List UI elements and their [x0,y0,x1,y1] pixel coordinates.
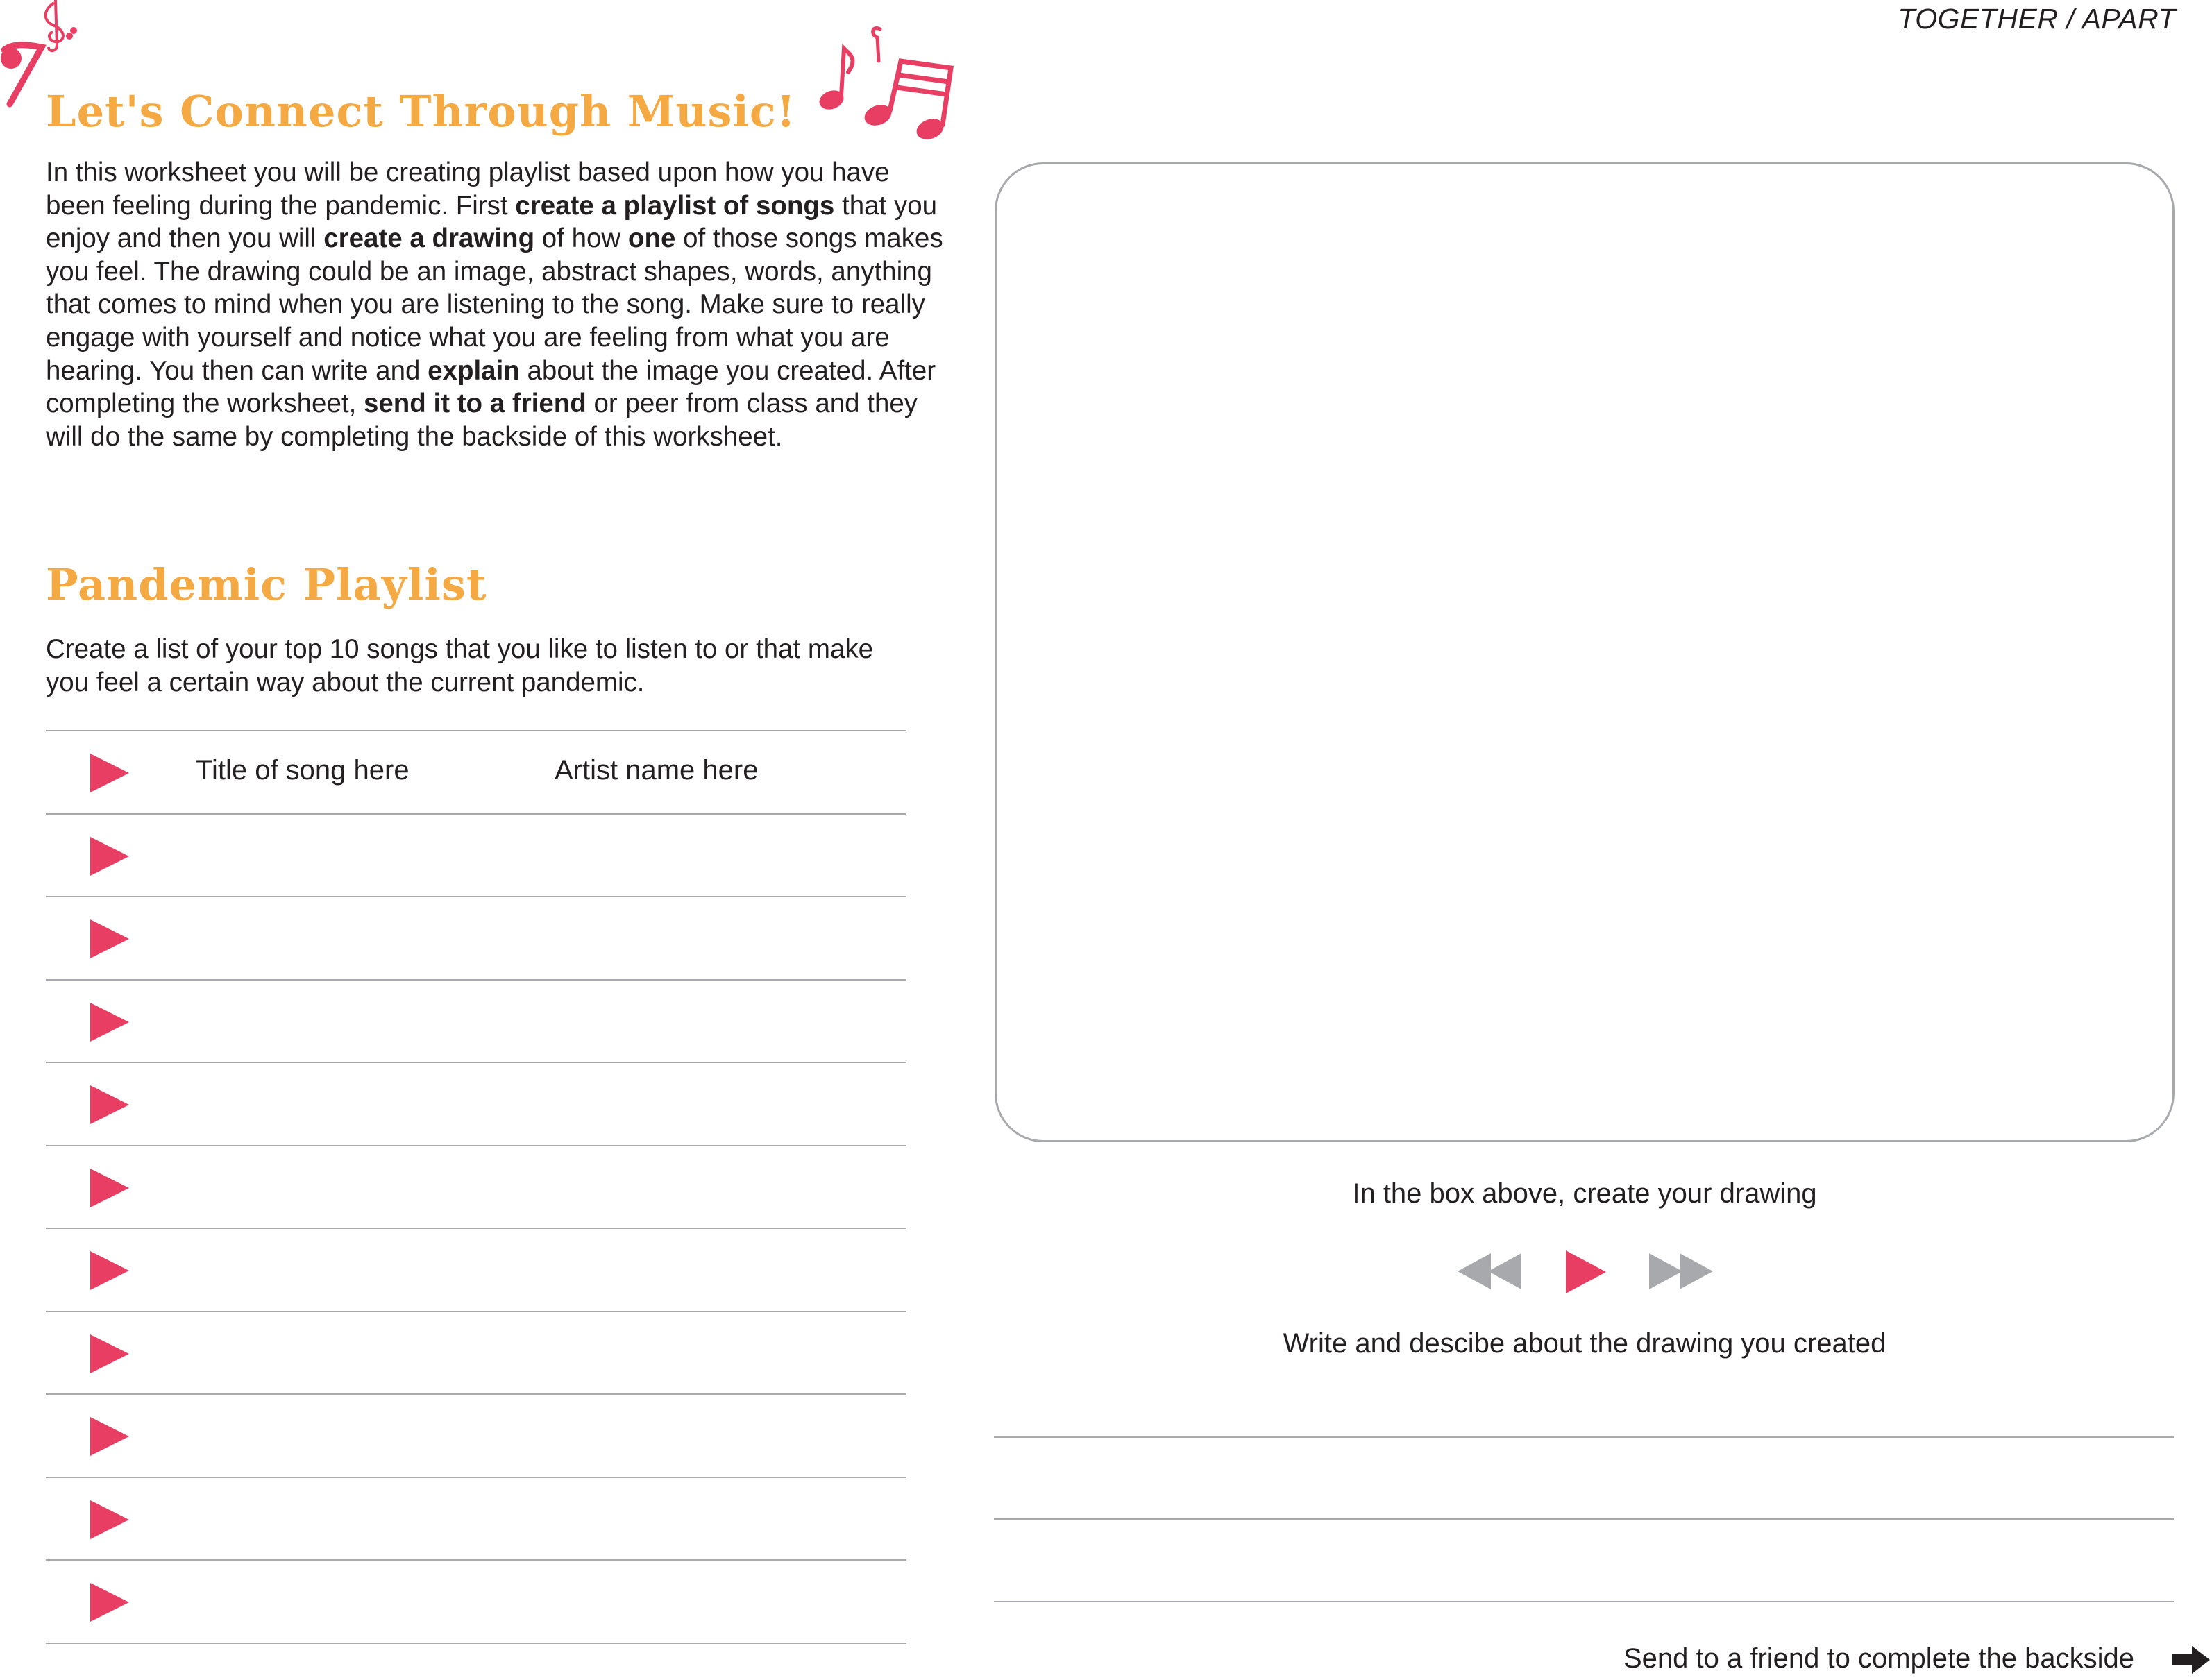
intro-text: of those songs makes you feel. The drawing could be an image, abstract shapes, words, anything that comes to mind when you are listening to the song. Make sure to really engage with yourself and notice what you are feeling from what you are hearing. You then can write and [46,223,943,386]
playlist-table [46,730,906,1644]
intro-text: In this worksheet you will be creating playlist based upon how you have been feeling during the pandemic. First [46,158,890,221]
header-tag: TOGETHER / APART [1898,3,2176,35]
play-icon [89,835,130,877]
writing-line[interactable] [994,1436,2174,1438]
play-icon [89,1416,130,1457]
playlist-row[interactable] [46,1228,906,1311]
playlist-row[interactable] [46,1393,906,1477]
playlist-description: Create a list of your top 10 songs that you like to listen to or that make you feel a certain way about the current pandemic. [46,634,873,697]
intro-emphasis: create a playlist of songs [515,190,835,221]
play-icon [89,1499,130,1541]
play-icon [89,1167,130,1209]
music-notes-right-icon [812,18,965,143]
play-icon [89,1333,130,1375]
playlist-row[interactable] [46,1311,906,1394]
song-title[interactable]: Title of song here [196,755,410,786]
playlist-row[interactable] [46,813,906,897]
intro-text: about the image you created. After completing the worksheet, [46,355,936,419]
writing-line[interactable] [994,1518,2174,1520]
play-icon [89,1001,130,1043]
fast-forward-icon [1646,1249,1716,1293]
intro-emphasis: one [627,223,676,254]
writing-line[interactable] [994,1601,2174,1602]
play-icon [1562,1248,1610,1296]
intro-title: Let's Connect Through Music! [46,86,796,137]
intro-text: or peer from class and they will do the same by completing the backside of this worksheet. [46,389,918,452]
intro-text: of how [534,223,628,254]
playlist-row[interactable] [46,730,906,813]
intro-emphasis: explain [428,355,520,386]
play-icon [89,918,130,960]
intro-paragraph [46,156,955,453]
playlist-row[interactable] [46,979,906,1062]
playlist-row[interactable] [46,1062,906,1145]
play-icon [89,1581,130,1623]
rewind-icon [1455,1249,1524,1293]
play-icon [89,1084,130,1126]
playlist-title: Pandemic Playlist [46,559,487,610]
footer-text: Send to a friend to complete the backside [1623,1643,2134,1674]
playlist-row[interactable] [46,1145,906,1228]
playlist-row[interactable] [46,1559,906,1644]
play-icon [89,752,130,794]
intro-emphasis: send it to a friend [363,389,586,419]
artist-name[interactable]: Artist name here [555,755,759,786]
drawing-box[interactable] [995,162,2175,1142]
arrow-right-icon [2171,1645,2211,1675]
drawing-caption: In the box above, create your drawing [1352,1178,1817,1209]
playlist-row[interactable] [46,1477,906,1560]
intro-text: that you enjoy and then you will [46,190,938,254]
playlist-row[interactable] [46,896,906,979]
drawing-prompt: Write and descibe about the drawing you created [1283,1328,1886,1359]
intro-emphasis: create a drawing [323,223,535,254]
play-icon [89,1250,130,1291]
